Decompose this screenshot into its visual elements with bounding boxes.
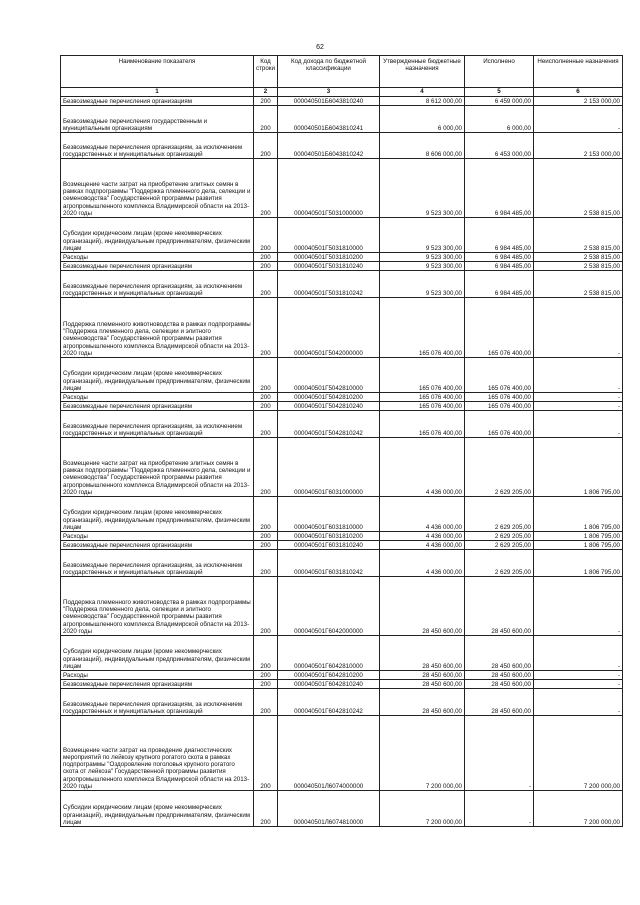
table-row: [61, 253, 623, 262]
approved-amount: 165 076 400,00: [380, 298, 465, 358]
indicator-name: Безвозмездные перечисления организациям, за исключением государственных и муниципальных организаций: [61, 133, 254, 159]
line-code: 200: [254, 262, 278, 271]
indicator-name: Субсидии юридическим лицам (кроме некоммерческих организаций), индивидуальным предпринимателям, физическим лицам: [61, 358, 254, 393]
income-code: 000040501Г6042000000: [278, 577, 380, 636]
approved-amount: 4 436 000,00: [380, 532, 465, 541]
table-row: [61, 106, 623, 133]
income-code: 000040501Г6031000000: [278, 438, 380, 497]
indicator-name: Расходы: [61, 393, 254, 402]
line-code: 200: [254, 271, 278, 298]
indicator-name: Субсидии юридическим лицам (кроме некоммерческих организаций), индивидуальным предпринимателям, физическим лицам: [61, 497, 254, 532]
table-row: [61, 97, 623, 106]
table-row: [61, 716, 623, 791]
executed-amount: 165 076 400,00: [465, 358, 534, 393]
line-code: 200: [254, 438, 278, 497]
header-income-code: Код дохода по бюджетной классификации: [278, 56, 380, 88]
table-row: [61, 393, 623, 402]
income-code: 000040501Г6031810242: [278, 550, 380, 577]
executed-amount: 6 453 000,00: [465, 133, 534, 159]
line-code: 200: [254, 97, 278, 106]
header-unexecuted: Неисполненные назначения: [534, 56, 623, 88]
line-code: 200: [254, 411, 278, 438]
approved-amount: 4 436 000,00: [380, 541, 465, 550]
executed-amount: 165 076 400,00: [465, 298, 534, 358]
approved-amount: 6 000,00: [380, 106, 465, 133]
indicator-name: Безвозмездные перечисления организациям: [61, 262, 254, 271]
income-code: 000040501Г5042810242: [278, 411, 380, 438]
unexecuted-amount: -: [534, 411, 623, 438]
indicator-name: Безвозмездные перечисления государственным и муниципальным организациям: [61, 106, 254, 133]
unexecuted-amount: 2 538 815,00: [534, 159, 623, 218]
executed-amount: 6 984 485,00: [465, 253, 534, 262]
indicator-name: Возмещение части затрат на приобретение элитных семян в рамках подпрограммы "Поддержка племенного дела, селекции и семеноводства" Государственной программы развития агропромышленного комплекса Владимирской области на 2013-2020 годы: [61, 438, 254, 497]
executed-amount: 28 450 600,00: [465, 680, 534, 689]
income-code: 000040501Г5031810200: [278, 253, 380, 262]
indicator-name: Безвозмездные перечисления организациям: [61, 402, 254, 411]
income-code: 000040501Г6042810000: [278, 636, 380, 671]
table-row: [61, 541, 623, 550]
table-row: [61, 298, 623, 358]
executed-amount: 165 076 400,00: [465, 411, 534, 438]
line-code: 200: [254, 393, 278, 402]
indicator-name: Субсидии юридическим лицам (кроме некоммерческих организаций), индивидуальным предпринимателям, физическим лицам: [61, 218, 254, 253]
column-number: 3: [278, 88, 380, 97]
income-code: 000040501Г6042810200: [278, 671, 380, 680]
indicator-name: Безвозмездные перечисления организациям, за исключением государственных и муниципальных организаций: [61, 550, 254, 577]
header-approved: Утвержденные бюджетные назначения: [380, 56, 465, 88]
line-code: 200: [254, 689, 278, 716]
indicator-name: Расходы: [61, 253, 254, 262]
approved-amount: 9 523 300,00: [380, 218, 465, 253]
indicator-name: Возмещение части затрат на приобретение элитных семян в рамках подпрограммы "Поддержка племенного дела, селекции и семеноводства" Государственной программы развития агропромышленного комплекса Владимирской области на 2013-2020 годы: [61, 159, 254, 218]
approved-amount: 9 523 300,00: [380, 271, 465, 298]
unexecuted-amount: 2 153 000,00: [534, 97, 623, 106]
line-code: 200: [254, 298, 278, 358]
column-number: 1: [61, 88, 254, 97]
executed-amount: 28 450 600,00: [465, 689, 534, 716]
line-code: 200: [254, 218, 278, 253]
line-code: 200: [254, 636, 278, 671]
table-row: [61, 532, 623, 541]
indicator-name: Поддержка племенного животноводства в рамках подпрограммы "Поддержка племенного дела, селекции и элитного семеноводства" Государственной программы развития агропромышленного комплекса Владимирской области на 2013-2020 годы: [61, 298, 254, 358]
table-row: [61, 636, 623, 671]
unexecuted-amount: 2 153 000,00: [534, 133, 623, 159]
income-code: 000040501Г5031810240: [278, 262, 380, 271]
unexecuted-amount: -: [534, 636, 623, 671]
approved-amount: 28 450 600,00: [380, 577, 465, 636]
indicator-name: Поддержка племенного животноводства в рамках подпрограммы "Поддержка племенного дела, селекции и элитного семеноводства" Государственной программы развития агропромышленного комплекса Владимирской области на 2013-2020 годы: [61, 577, 254, 636]
unexecuted-amount: -: [534, 393, 623, 402]
line-code: 200: [254, 497, 278, 532]
header-row: [61, 56, 623, 88]
unexecuted-amount: 7 200 000,00: [534, 716, 623, 791]
line-code: 200: [254, 532, 278, 541]
income-code: 000040501Г5031000000: [278, 159, 380, 218]
header-name: Наименование показателя: [61, 56, 254, 88]
approved-amount: 28 450 600,00: [380, 636, 465, 671]
table-row: [61, 133, 623, 159]
table-row: [61, 577, 623, 636]
executed-amount: 6 984 485,00: [465, 271, 534, 298]
table-row: [61, 671, 623, 680]
unexecuted-amount: 1 806 795,00: [534, 497, 623, 532]
income-code: 000040501Г5042000000: [278, 298, 380, 358]
table-row: [61, 438, 623, 497]
indicator-name: Безвозмездные перечисления организациям, за исключением государственных и муниципальных организаций: [61, 271, 254, 298]
table-row: [61, 358, 623, 393]
indicator-name: Расходы: [61, 532, 254, 541]
income-code: 000040501Г6031810200: [278, 532, 380, 541]
income-code: 000040501Б6043810241: [278, 106, 380, 133]
indicator-name: Возмещение части затрат на проведение диагностических мероприятий по лейкозу крупного рогатого скота в рамках подпрограммы "Оздоровление поголовья крупного рогатого скота от лейкоза" Государственной программы развития агропромышленного комплекса Владимирской области на 2013-2020 годы: [61, 716, 254, 791]
unexecuted-amount: 2 538 815,00: [534, 271, 623, 298]
line-code: 200: [254, 680, 278, 689]
table-row: [61, 262, 623, 271]
income-code: 000040501Л6074000000: [278, 716, 380, 791]
executed-amount: 165 076 400,00: [465, 402, 534, 411]
approved-amount: 9 523 300,00: [380, 253, 465, 262]
approved-amount: 4 436 000,00: [380, 550, 465, 577]
executed-amount: 6 984 485,00: [465, 262, 534, 271]
income-code: 000040501Г5042810000: [278, 358, 380, 393]
executed-amount: -: [465, 791, 534, 827]
header-executed: Исполнено: [465, 56, 534, 88]
unexecuted-amount: -: [534, 671, 623, 680]
unexecuted-amount: 7 200 000,00: [534, 791, 623, 827]
executed-amount: 6 984 485,00: [465, 218, 534, 253]
income-code: 000040501Б6043810240: [278, 97, 380, 106]
approved-amount: 28 450 600,00: [380, 671, 465, 680]
unexecuted-amount: 2 538 815,00: [534, 218, 623, 253]
income-code: 000040501Г5042810200: [278, 393, 380, 402]
column-number: 2: [254, 88, 278, 97]
approved-amount: 165 076 400,00: [380, 358, 465, 393]
indicator-name: Безвозмездные перечисления организациям, за исключением государственных и муниципальных организаций: [61, 689, 254, 716]
income-code: 000040501Г6031810240: [278, 541, 380, 550]
unexecuted-amount: -: [534, 680, 623, 689]
executed-amount: 6 459 000,00: [465, 97, 534, 106]
approved-amount: 9 523 300,00: [380, 262, 465, 271]
income-code: 000040501Г5031810242: [278, 271, 380, 298]
line-code: 200: [254, 106, 278, 133]
approved-amount: 28 450 600,00: [380, 680, 465, 689]
income-code: 000040501Л6074810000: [278, 791, 380, 827]
executed-amount: 2 629 205,00: [465, 438, 534, 497]
table-row: [61, 159, 623, 218]
executed-amount: 28 450 600,00: [465, 636, 534, 671]
budget-execution-table: [60, 55, 623, 827]
line-code: 200: [254, 671, 278, 680]
indicator-name: Безвозмездные перечисления организациям: [61, 680, 254, 689]
executed-amount: 165 076 400,00: [465, 393, 534, 402]
executed-amount: 2 629 205,00: [465, 497, 534, 532]
income-code: 000040501Г6042810240: [278, 680, 380, 689]
table-row: [61, 550, 623, 577]
page-number: 62: [316, 44, 324, 51]
approved-amount: 9 523 300,00: [380, 159, 465, 218]
line-code: 200: [254, 253, 278, 262]
approved-amount: 28 450 600,00: [380, 689, 465, 716]
indicator-name: Безвозмездные перечисления организациям, за исключением государственных и муниципальных организаций: [61, 411, 254, 438]
table-row: [61, 791, 623, 827]
table-row: [61, 497, 623, 532]
executed-amount: 6 984 485,00: [465, 159, 534, 218]
indicator-name: Безвозмездные перечисления организациям: [61, 541, 254, 550]
executed-amount: 2 629 205,00: [465, 532, 534, 541]
header-line-code: Код строки: [254, 56, 278, 88]
column-number: 6: [534, 88, 623, 97]
approved-amount: 165 076 400,00: [380, 393, 465, 402]
table-row: [61, 411, 623, 438]
income-code: 000040501Г6031810000: [278, 497, 380, 532]
column-number: 4: [380, 88, 465, 97]
unexecuted-amount: -: [534, 358, 623, 393]
income-code: 000040501Б6043810242: [278, 133, 380, 159]
income-code: 000040501Г5042810240: [278, 402, 380, 411]
table-row: [61, 680, 623, 689]
line-code: 200: [254, 791, 278, 827]
indicator-name: Безвозмездные перечисления организациям: [61, 97, 254, 106]
indicator-name: Субсидии юридическим лицам (кроме некоммерческих организаций), индивидуальным предпринимателям, физическим лицам: [61, 791, 254, 827]
executed-amount: -: [465, 716, 534, 791]
line-code: 200: [254, 159, 278, 218]
approved-amount: 8 612 000,00: [380, 97, 465, 106]
approved-amount: 165 076 400,00: [380, 402, 465, 411]
line-code: 200: [254, 358, 278, 393]
executed-amount: 2 629 205,00: [465, 541, 534, 550]
unexecuted-amount: 2 538 815,00: [534, 262, 623, 271]
unexecuted-amount: 1 806 795,00: [534, 550, 623, 577]
approved-amount: 165 076 400,00: [380, 411, 465, 438]
column-number: 5: [465, 88, 534, 97]
table-row: [61, 689, 623, 716]
column-number-row: [61, 88, 623, 97]
line-code: 200: [254, 550, 278, 577]
line-code: 200: [254, 402, 278, 411]
executed-amount: 2 629 205,00: [465, 550, 534, 577]
unexecuted-amount: -: [534, 298, 623, 358]
unexecuted-amount: -: [534, 106, 623, 133]
executed-amount: 6 000,00: [465, 106, 534, 133]
executed-amount: 28 450 600,00: [465, 671, 534, 680]
unexecuted-amount: 1 806 795,00: [534, 532, 623, 541]
line-code: 200: [254, 577, 278, 636]
line-code: 200: [254, 133, 278, 159]
table-row: [61, 218, 623, 253]
indicator-name: Расходы: [61, 671, 254, 680]
indicator-name: Субсидии юридическим лицам (кроме некоммерческих организаций), индивидуальным предпринимателям, физическим лицам: [61, 636, 254, 671]
unexecuted-amount: 1 806 795,00: [534, 438, 623, 497]
income-code: 000040501Г5031810000: [278, 218, 380, 253]
table-row: [61, 271, 623, 298]
approved-amount: 4 436 000,00: [380, 497, 465, 532]
unexecuted-amount: 2 538 815,00: [534, 253, 623, 262]
approved-amount: 4 436 000,00: [380, 438, 465, 497]
unexecuted-amount: 1 806 795,00: [534, 541, 623, 550]
unexecuted-amount: -: [534, 577, 623, 636]
line-code: 200: [254, 716, 278, 791]
approved-amount: 7 200 000,00: [380, 716, 465, 791]
income-code: 000040501Г6042810242: [278, 689, 380, 716]
line-code: 200: [254, 541, 278, 550]
unexecuted-amount: -: [534, 689, 623, 716]
executed-amount: 28 450 600,00: [465, 577, 534, 636]
table-row: [61, 402, 623, 411]
approved-amount: 8 606 000,00: [380, 133, 465, 159]
approved-amount: 7 200 000,00: [380, 791, 465, 827]
unexecuted-amount: -: [534, 402, 623, 411]
